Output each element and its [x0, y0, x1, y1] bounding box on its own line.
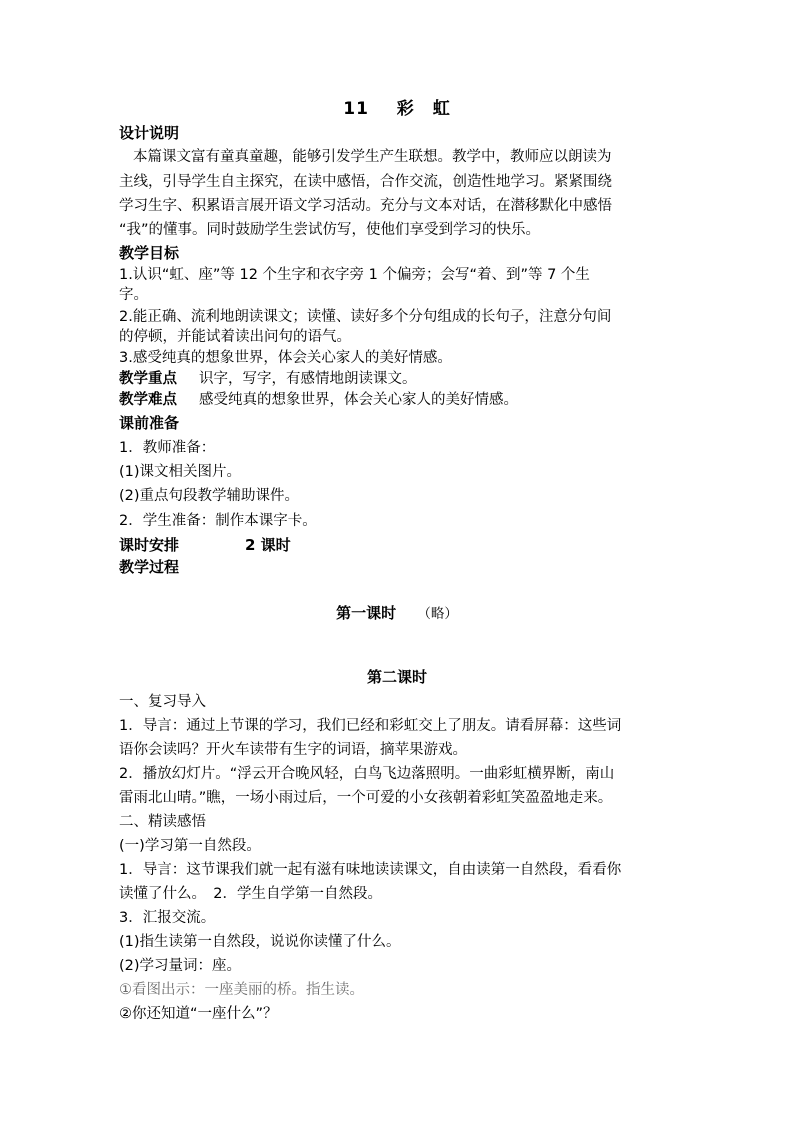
goal-line: 1.认识“虹、座”等 12 个生字和衣字旁 1 个偏旁；会写“着、到”等 7 个生 [119, 267, 590, 283]
lesson-title [0, 99, 794, 119]
lesson2-line: 1．导言：这节课我们就一起有滋有味地读读课文，自由读第一自然段，看看你 [119, 862, 622, 878]
lesson2-line: ②你还知道“一座什么”？ [119, 1006, 278, 1022]
lesson2-line: (一)学习第一自然段。 [119, 838, 261, 854]
goal-line: 3.感受纯真的想象世界，体会关心家人的美好情感。 [119, 350, 452, 366]
key-point-text: 识字，写字，有感情地朗读课文。 [199, 371, 417, 387]
prep-line: (1)课文相关图片。 [119, 464, 242, 480]
design-line: 本篇课文富有童真童趣，能够引发学生产生联想。教学中，教师应以朗读为 [133, 149, 612, 165]
lesson-name: 彩 虹 [396, 99, 451, 119]
schedule [119, 535, 679, 555]
design-line: “我”的懂事。同时鼓励学生尝试仿写，使他们享受到学习的快乐。 [119, 222, 541, 238]
lesson1-note: （略） [417, 606, 458, 622]
lesson2-line: (1)指生读第一自然段，说说你读懂了什么。 [119, 934, 401, 950]
lesson2-line: 二、精读感悟 [119, 814, 206, 830]
key-point-label: 教学重点 [119, 371, 177, 387]
lesson2-line: 读懂了什么。 2．学生自学第一自然段。 [119, 886, 382, 902]
lesson2-title: 第二课时 [366, 668, 427, 686]
schedule-label: 课时安排 [119, 536, 180, 554]
lesson2-line: 2．播放幻灯片。“浮云开合晚风轻，白鸟飞边落照明。一曲彩虹横界断，南山 [119, 766, 615, 782]
design-heading: 设计说明 [119, 124, 180, 142]
goal-line: 的停顿，并能试着读出问句的语气。 [119, 329, 351, 345]
lesson2-line: 3．汇报交流。 [119, 910, 216, 926]
prep-heading: 课前准备 [119, 414, 180, 432]
lesson2-line: 雷雨北山晴。”瞧，一场小雨过后，一个可爱的小女孩朝着彩虹笑盈盈地走来。 [119, 790, 613, 806]
goal-line: 字。 [119, 287, 148, 303]
prep-line: 2．学生准备：制作本课字卡。 [119, 513, 317, 529]
difficulty-label: 教学难点 [119, 392, 177, 408]
key-point [119, 369, 679, 389]
lesson2-line: ①看图出示：一座美丽的桥。指生读。 [119, 982, 364, 998]
prep-line: (2)重点句段教学辅助课件。 [119, 488, 300, 504]
schedule-value: 2 课时 [245, 536, 291, 554]
goal-line: 2.能正确、流利地朗读课文；读懂、读好多个分句组成的长句子，注意分句间 [119, 309, 612, 325]
lesson2-line: 语你会读吗？开火车读带有生字的词语，摘苹果游戏。 [119, 742, 467, 758]
lesson2-line: (2)学习量词：座。 [119, 958, 242, 974]
lesson2-line: 1．导言：通过上节课的学习，我们已经和彩虹交上了朋友。请看屏幕：这些词 [119, 718, 622, 734]
difficulty-text: 感受纯真的想象世界，体会关心家人的美好情感。 [199, 392, 518, 408]
lesson2-line: 一、复习导入 [119, 694, 206, 710]
design-line: 学习生字、积累语言展开语文学习活动。充分与文本对话，在潜移默化中感悟 [119, 198, 612, 214]
lesson1-heading [0, 603, 794, 624]
difficulty [119, 390, 679, 410]
process-heading: 教学过程 [119, 558, 180, 576]
goals-heading: 教学目标 [119, 244, 180, 262]
lesson1-title: 第一课时 [336, 604, 397, 622]
lesson-number: 11 [343, 99, 369, 119]
design-line: 主线，引导学生自主探究，在读中感悟，合作交流，创造性地学习。紧紧围绕 [119, 174, 612, 190]
prep-line: 1．教师准备： [119, 440, 216, 456]
